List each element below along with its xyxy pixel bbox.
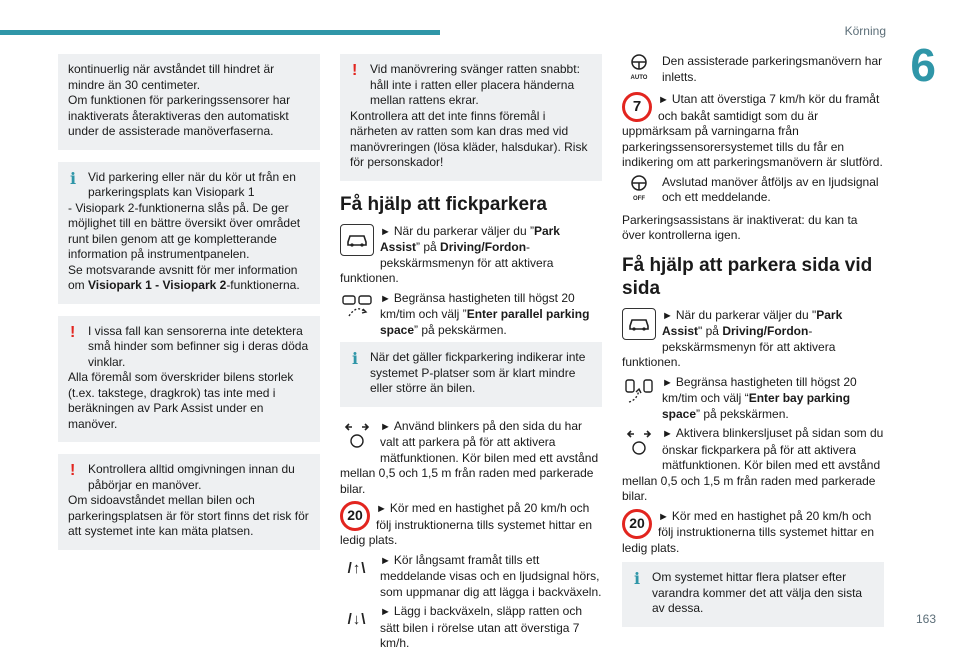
warning-box-steering: [340, 54, 602, 181]
column-3: [622, 54, 884, 639]
paragraph: När det gäller fickparkering indikerar inte systemet P-platser som är klart mindre eller större än bilen.: [370, 350, 586, 395]
step-text: När du parkerar väljer du ": [675, 307, 817, 322]
section-name: Körning: [844, 24, 886, 38]
paragraph: Se motsvarande avsnitt för mer information om: [68, 262, 298, 292]
step: [622, 375, 884, 423]
step: [340, 291, 602, 339]
step-text: Aktivera blinkersljuset på sidan som du önskar fickparkera på för att aktivera mätfunktionen. Kör bilen med ett avstånd mellan 0,5 och 1,5 m från raden med parkerade bilar.: [622, 426, 884, 503]
speed-limit-20-icon: 20: [340, 501, 370, 531]
chapter-number: 6: [910, 39, 936, 91]
arrow-icon: ►: [376, 503, 387, 515]
arrow-icon: ►: [662, 428, 673, 440]
note-box-continued: [58, 54, 320, 150]
step: [622, 308, 884, 371]
bold-term: Park Assist: [380, 223, 560, 254]
step: [340, 419, 602, 498]
step-text: Utan att överstiga 7 km/h kör du framåt och bakåt samtidigt som du är uppmärksam på varningarna från parkeringssensorersystemet tills du får en indikering om att parkeringsmanövern är slutförd.: [622, 92, 883, 169]
arrow-icon: ►: [658, 510, 669, 523]
paragraph: Parkeringsassistans är inaktiverat: du kan ta över kontrollerna igen.: [622, 212, 858, 242]
step-text: Begränsa hastigheten till högst 20 km/tim och välj “: [662, 374, 857, 405]
turn-signal-icon: [340, 419, 374, 451]
bold-term: Visiopark 1 - Visiopark 2: [88, 278, 227, 292]
speed-limit-20-icon: 20: [622, 509, 652, 539]
bold-term: Enter bay parking space: [662, 391, 851, 421]
step: [622, 426, 884, 505]
arrow-icon: ►: [380, 420, 391, 433]
arrow-icon: ►: [380, 606, 391, 618]
bay-parking-icon: [622, 375, 656, 407]
step: [622, 509, 884, 557]
info-icon: i: [352, 349, 359, 368]
section-heading-bay: Få hjälp att parkera sida vid sida: [622, 254, 873, 299]
step-text: " på: [698, 324, 723, 338]
step-text: -pekskärmsmenyn för att aktivera funktionen.: [340, 240, 554, 285]
paragraph: Om sidoavståndet mellan bilen och parkeringsplatsen är för stort finns det risk för att systemet inte kan mäta platsen.: [68, 493, 309, 538]
step-text: -pekskärmsmenyn för att aktivera funktionen.: [622, 324, 836, 369]
arrow-icon: ►: [662, 376, 673, 389]
paragraph: Alla föremål som överskrider bilens storlek (t.ex. takstege, dragkrok) tas inte med i beräkningen av Park Assist under en manöver.: [68, 370, 294, 431]
reverse-arrow-icon: /↓\: [347, 611, 367, 629]
step-text: ” på pekskärmen.: [696, 406, 789, 421]
info-box-bay: [622, 562, 884, 627]
paragraph: -funktionerna.: [226, 278, 300, 292]
arrow-icon: ►: [662, 309, 673, 322]
info-box-visiopark: [58, 162, 320, 304]
header-accent-bar: [0, 30, 440, 35]
off-label: OFF: [633, 195, 645, 202]
warning-box-sensors: [58, 316, 320, 443]
section-heading-parallel: Få hjälp att fickparkera: [340, 193, 547, 215]
car-icon: [340, 224, 374, 256]
arrow-icon: ►: [380, 225, 391, 238]
step-text: Den assisterade parkeringsmanövern har inletts.: [662, 54, 883, 84]
step: [340, 604, 602, 652]
arrow-icon: ►: [380, 554, 391, 567]
step-text: ” på: [416, 240, 441, 254]
paragraph: - Visiopark 2-funktionerna slås på. De ger möjlighet till en bättre översikt över området runt bilen genom att ge kompletterande information på instrumentpanelen.: [68, 200, 301, 261]
step-text: När du parkerar väljer du ”: [393, 223, 534, 238]
step: [340, 224, 602, 287]
step: [622, 175, 884, 209]
bold-term: Park Assist: [662, 307, 843, 338]
warning-icon: !: [70, 323, 76, 341]
speed-limit-7-icon: 7: [622, 92, 652, 122]
paragraph: I vissa fall kan sensorerna inte detektera små hinder som befinner sig i deras döda vinklar.: [88, 323, 309, 369]
paragraph: kontinuerlig när avståndet till hindret är mindre än 30 centimeter.: [68, 62, 275, 92]
step: [340, 553, 602, 601]
step-text: Kör med en hastighet på 20 km/h och följ instruktionerna tills systemet hittar en ledig plats.: [340, 501, 593, 547]
steering-off-icon: [622, 175, 656, 207]
info-icon: i: [634, 569, 641, 588]
step-text: Lägg i backväxeln, släpp ratten och sätt bilen i rörelse utan att överstiga 7 km/h.: [380, 604, 583, 650]
bold-term: Driving/Fordon: [722, 324, 809, 338]
column-1: [58, 54, 320, 562]
warning-icon: !: [70, 462, 76, 479]
step-text: Begränsa hastigheten till högst 20 km/tim och välj ”: [380, 290, 575, 321]
paragraph: Kontrollera att det inte finns föremål i närheten av ratten som kan dras med vid manövreringen (lösa kläder, halsdukar). Risk för personskador!: [350, 108, 588, 169]
paragraph: Om funktionen för parkeringssensorer har inaktiverats återaktiveras den automatiskt under de assisterade manöverfaserna.: [68, 93, 291, 138]
paragraph: Kontrollera alltid omgivningen innan du påbörjar en manöver.: [88, 462, 295, 492]
step-text: Avslutad manöver åtföljs av en ljudsignal och ett meddelande.: [662, 174, 879, 204]
auto-label: AUTO: [630, 75, 648, 82]
bold-term: Driving/Fordon: [440, 240, 527, 254]
warning-box-surroundings: [58, 454, 320, 550]
paragraph: Om systemet hittar flera platser efter varandra kommer det att välja den sista av dessa.: [652, 570, 863, 615]
steering-auto-icon: [622, 54, 656, 86]
column-2: [340, 54, 602, 656]
parallel-parking-icon: [340, 291, 374, 323]
info-icon: i: [70, 168, 77, 188]
page-number: 163: [915, 612, 936, 626]
step-text: ” på pekskärmen.: [414, 322, 507, 337]
step: [622, 92, 884, 171]
forward-arrow-icon: /↑\: [347, 559, 367, 577]
warning-icon: !: [352, 62, 358, 79]
paragraph: Vid manövrering svänger ratten snabbt: håll inte i ratten eller placera händerna mellan rattens ekrar.: [370, 62, 580, 107]
step-text: Kör med en hastighet på 20 km/h och följ instruktionerna tills systemet hittar en ledig plats.: [622, 508, 875, 555]
step: [622, 54, 884, 88]
car-icon: [622, 308, 656, 340]
step-text: Använd blinkers på den sida du har valt att parkera på för att aktivera mätfunktionen. Kör bilen med ett avstånd mellan 0,5 och 1,5 m från raden med parkerade bilar.: [340, 418, 599, 496]
turn-signal-icon: [622, 426, 656, 458]
arrow-icon: ►: [658, 94, 669, 106]
step-text: Kör långsamt framåt tills ett meddelande visas och en ljudsignal hörs, som uppmanar dig att lägga i backväxeln.: [380, 552, 602, 599]
arrow-icon: ►: [380, 292, 391, 305]
step: [340, 501, 602, 549]
info-box-parallel: [340, 342, 602, 407]
paragraph: Vid parkering eller när du kör ut från en parkeringsplats kan Visiopark 1: [88, 169, 296, 199]
bold-term: Enter parallel parking space: [380, 307, 590, 337]
